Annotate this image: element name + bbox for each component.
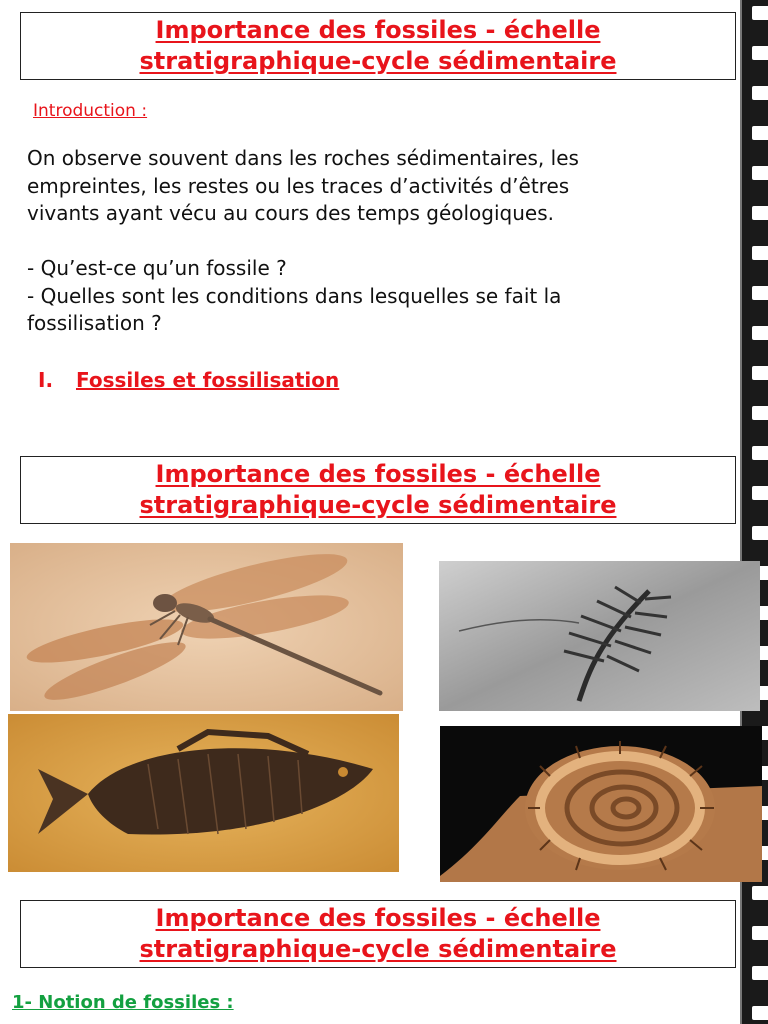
introduction-paragraph: On observe souvent dans les roches sédimentaires, les empreintes, les restes ou les traces d’activités d’êtres vivants ayant vécu au cours des temps géologiques. <box>27 146 579 225</box>
slide-title: Importance des fossiles - échelle stratigraphique-cycle sédimentaire <box>139 904 617 963</box>
slide-title: Importance des fossiles - échelle stratigraphique-cycle sédimentaire <box>139 16 617 75</box>
fern-fossil-image <box>439 561 760 711</box>
fish-fossil-image <box>8 714 399 872</box>
dragonfly-fossil-image <box>10 543 403 711</box>
section-heading <box>38 368 339 392</box>
section-number: I. <box>38 368 54 392</box>
section-label: Fossiles et fossilisation <box>76 368 340 392</box>
subsection-heading: 1- Notion de fossiles : <box>12 992 234 1013</box>
introduction-heading: Introduction : <box>33 101 148 121</box>
slide-title-box <box>20 456 736 524</box>
ammonite-fossil-image <box>440 726 762 882</box>
slide-title-box <box>20 12 736 80</box>
slide-title-box <box>20 900 736 968</box>
slide-title: Importance des fossiles - échelle stratigraphique-cycle sédimentaire <box>139 460 617 519</box>
question-list: - Qu’est-ce qu’un fossile ? - Quelles sont les conditions dans lesquelles se fait la fossilisation ? <box>27 256 562 335</box>
